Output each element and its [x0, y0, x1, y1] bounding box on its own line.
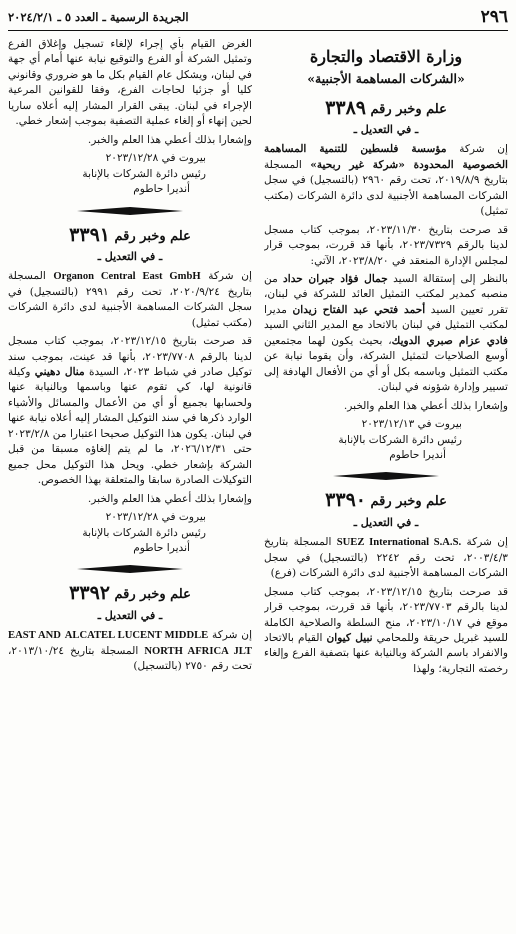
notice-3390-paragraph-2: قد صرحت بتاريخ ٢٠٢٣/١٢/١٥، بموجب كتاب مسجل لدينا بالرقم ٢٠٢٣/٧٧٠٣، بأنها قد قررت، بموجب قرار موقع في ٢٠٢٣/١٠/١٧، منح السلطة والصلاحية الكاملة للسيد غبريل حريقة وللمحامي نبيل كيوان القيام بالاتحاد والانفراد باسم الشركة وبالنيابة عنها بتصفية الفرع وإلغاء رخصته التجارية؛ ولهذا: [264, 585, 508, 675]
notice-number: ٣٣٨٩: [325, 96, 366, 119]
signature-name: أنديرا حاطوم: [133, 542, 190, 555]
notice-number: ٣٣٩٢: [69, 582, 110, 605]
columns: [8, 37, 508, 917]
notice-3389-title: علم وخبر رقم ٣٣٨٩: [325, 96, 447, 119]
notice-3389-closing: وإشعارا بذلك أعطي هذا العلم والخبر.: [343, 399, 508, 412]
signature-role: رئيس دائرة الشركات بالإنابة: [338, 433, 462, 446]
notice-number: ٣٣٩٠: [325, 489, 366, 512]
continued-closing: وإشعارا بذلك أعطي هذا العلم والخبر.: [87, 133, 252, 146]
notice-3389-paragraph-2: قد صرحت بتاريخ ٢٠٢٣/١١/٣٠، بموجب كتاب مسجل لدينا بالرقم ٢٠٢٣/٧٣٢٩، بأنها قد قررت، بموجب قرار لمجلس الإدارة المنعقد في ٢٠٢٣/٨/٢٠، الآتي:: [264, 223, 508, 267]
section-heading: «الشركات المساهمة الأجنبية»: [307, 71, 465, 87]
person-name: أحمد فتحي عبد الفتاح زيدان: [292, 303, 426, 316]
divider-ornament: [75, 564, 185, 574]
signature-date: بيروت في ٢٠٢٣/١٢/٢٨: [105, 511, 206, 524]
company-name: ALCATEL LUCENT MIDDLE: [64, 630, 209, 642]
person-name: نبيل كيوان: [326, 631, 373, 644]
section-divider: [8, 206, 252, 216]
signature-role: رئيس دائرة الشركات بالإنابة: [82, 167, 206, 180]
person-name: منال دهيني: [34, 366, 85, 379]
right-column: [264, 37, 508, 917]
running-title: الجريدة الرسمية ـ العدد ٥ ـ ٢٠٢٤/٢/١: [8, 9, 189, 24]
company-name: SUEZ International S.A.S.: [336, 537, 462, 549]
amendment-label: ـ في التعديل ـ: [97, 609, 163, 623]
company-name-cont: EAST AND NORTH AFRICA JLT: [8, 630, 252, 657]
signature-name: أنديرا حاطوم: [133, 183, 190, 196]
notice-3389-paragraph-1: إن شركة مؤسسة فلسطين للتنمية المساهمة الخصوصية المحدودة «شركة غير ربحية» المسجلة بتاريخ ٢٠١٩/٨/٩، تحت رقم ٢٩٦٠ (بالتسجيل) في سجل الشركات المساهمة الأجنبية لدى دائرة الشركات (مكتب تمثيل): [264, 143, 508, 218]
notice-3391-paragraph-1: إن شركة Organon Central East GmbH المسجلة بتاريخ ٢٠٢٠/٩/٢٤، تحت رقم ٢٩٩١ (بالتسجيل) في سجل الشركات المساهمة الأجنبية لدى دائرة الشركات (مكتب تمثيل): [8, 270, 252, 329]
notice-3390-title: علم وخبر رقم ٣٣٩٠: [325, 489, 447, 512]
signature-role: رئيس دائرة الشركات بالإنابة: [82, 526, 206, 539]
header-rule: [8, 30, 508, 31]
notice-3389-paragraph-3: بالنظر إلى إستقالة السيد جمال فؤاد جبران حداد من منصبه كمدير لمكتب التمثيل العائد للشركة في لبنان، تقرر تعيين السيد أحمد فتحي عبد الفتاح زيدان مديرا لمكتب التمثيل في لبنان بالاتحاد مع المدير الثاني السيد فادي عزام صبري الدويك، بحيث يكون لهما مجتمعين أوسع الصلاحيات لتمثيل الشركة، وأن يقوما نيابة عن مكتب التمثيل وباسمه بكل أو أي من الأفعال الهادفة إلى تسيير وإدارة شؤونه في لبنان.: [264, 273, 508, 394]
amendment-label: ـ في التعديل ـ: [353, 516, 419, 530]
notice-3391-title: علم وخبر رقم ٣٣٩١: [69, 223, 191, 246]
notice-3392-title: علم وخبر رقم ٣٣٩٢: [69, 582, 191, 605]
ministry-heading: وزارة الاقتصاد والتجارة: [309, 47, 463, 66]
continued-paragraph: الغرض القيام بأي إجراء لإلغاء تسجيل وإغلاق الفرع وتمثيل الشركة أو الفرع والتوقيع نيابة عنها أمام أي جهة في لبنان، ويشكل عام القيام بكل ما هو ضروري وقانوني كليا أو جزئيا لحاجات الفرع، وفقا للقوانين المرعية الإجراء في لبنان. يبقى القرار المشار إليه أعلاه ساريا لحين إنهاء أو إلغاء عملية التصفية بموجب إشعار خطي.: [8, 38, 252, 128]
divider-ornament: [75, 206, 185, 216]
notice-3390-paragraph-1: إن شركة SUEZ International S.A.S. المسجلة بتاريخ ٢٠٠٣/٤/٣، تحت رقم ٢٢٤٢ (بالتسجيل) في سجل الشركات المساهمة الأجنبية لدى دائرة الشركات (فرع): [264, 536, 508, 580]
notice-3391-paragraph-2: قد صرحت بتاريخ ٢٠٢٣/١٢/١٥، بموجب كتاب مسجل لدينا بالرقم ٢٠٢٣/٧٧٠٨، بأنها قد عينت، بموجب سند توكيل صادر في شباط ٢٠٢٣، السيدة منال دهيني وكيلة قانونية لها، كي تقوم عنها وباسمها وبالنيابة عنها ولحسابها بجميع أو أي من الأعمال والمسائل والأشياء الوارد ذكرها في سند التوكيل المشار إليه أعلاه نيابة عنها في لبنان. يكون هذا التوكيل صحيحا اعتبارا من ٢٠٢٣/٢/٨ حتى ٢٠٢٦/١٢/٣١، ما لم يتم إلغاؤه مسبقا من قبل الشركة بإشعار خطي. ويحل هذا التوكيل محل جميع التوكيلات الصادرة سابقا والمتعلقة بهذا الخصوص.: [8, 335, 252, 487]
notice-number: ٣٣٩١: [69, 223, 110, 246]
notice-3392-paragraph-1: إن شركة ALCATEL LUCENT MIDDLE EAST AND NORTH AFRICA JLT المسجلة بتاريخ ٢٠١٣/١٠/٢٤، تحت رقم ٢٧٥٠ (بالتسجيل): [8, 629, 252, 673]
company-name: مؤسسة فلسطين للتنمية المساهمة الخصوصية المحدودة «شركة غير ربحية»: [264, 143, 508, 171]
person-name: فادي عزام صبري الدويك: [391, 334, 508, 347]
section-divider: [8, 564, 252, 574]
person-name: جمال فؤاد جبران حداد: [283, 273, 388, 286]
page-header: [8, 6, 508, 28]
section-divider: [264, 471, 508, 481]
divider-ornament: [331, 471, 441, 481]
signature-date: بيروت في ٢٠٢٣/١٢/١٣: [361, 418, 462, 431]
signature-name: أنديرا حاطوم: [389, 449, 446, 461]
amendment-label: ـ في التعديل ـ: [353, 123, 419, 137]
page-number: ٢٩٦: [480, 6, 508, 27]
company-name: Organon Central East GmbH: [53, 271, 201, 283]
signature-date: بيروت في ٢٠٢٣/١٢/٢٨: [105, 152, 206, 165]
left-column: [8, 37, 252, 917]
amendment-label: ـ في التعديل ـ: [97, 250, 163, 264]
notice-3391-closing: وإشعارا بذلك أعطي هذا العلم والخبر.: [87, 492, 252, 505]
